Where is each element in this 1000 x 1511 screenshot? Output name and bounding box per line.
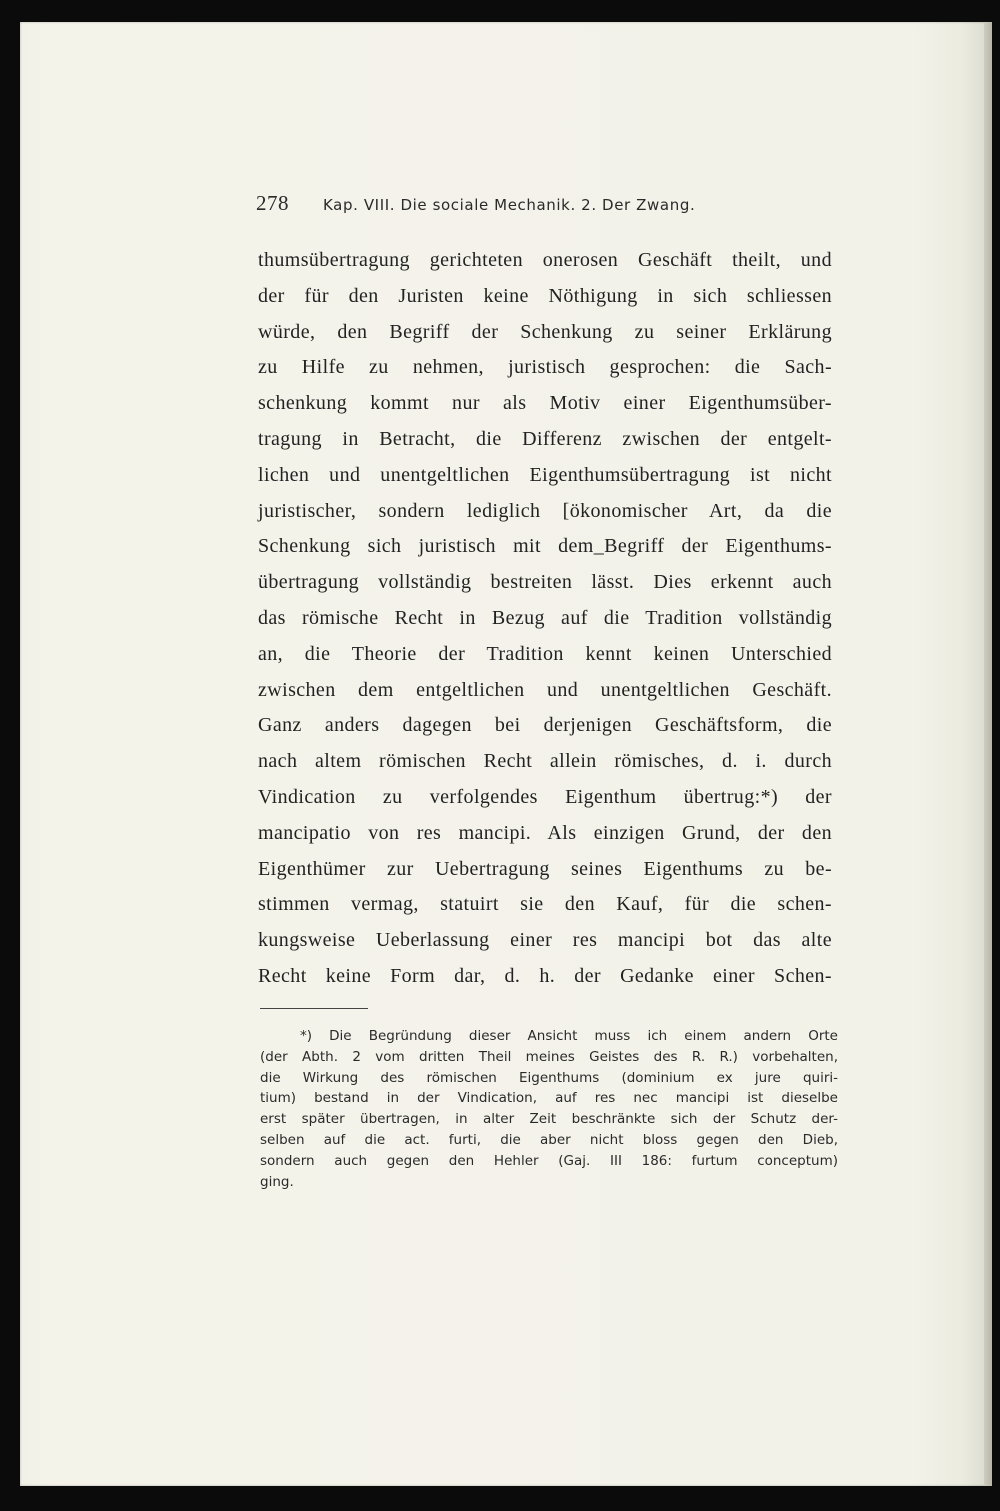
body-line: Eigenthümer zur Uebertragung seines Eigenthums zu be- (258, 857, 832, 880)
footnote-line: selben auf die act. furti, die aber nicht bloss gegen den Dieb, (260, 1131, 838, 1148)
body-line: nach altem römischen Recht allein römisches, d. i. durch (258, 750, 832, 773)
page-header (256, 191, 776, 216)
body-line: Vindication zu verfolgendes Eigenthum übertrug:*) der (258, 785, 832, 808)
body-line: mancipatio von res mancipi. Als einzigen Grund, der den (258, 821, 832, 844)
body-line: übertragung vollständig bestreiten lässt. Dies erkennt auch (258, 571, 832, 594)
body-line: an, die Theorie der Tradition kennt keinen Unterschied (258, 642, 832, 665)
book-page (20, 22, 992, 1486)
footnote-line: (der Abth. 2 vom dritten Theil meines Geistes des R. R.) vorbehalten, (260, 1048, 838, 1065)
body-line: lichen und unentgeltlichen Eigenthumsübertragung ist nicht (258, 463, 832, 486)
page-edge-shadow (984, 22, 992, 1486)
footnote-line: tium) bestand in der Vindication, auf res nec mancipi ist dieselbe (260, 1090, 838, 1107)
footnote-line: die Wirkung des römischen Eigenthums (dominium ex jure quiri- (260, 1069, 838, 1086)
body-line: der für den Juristen keine Nöthigung in sich schliessen (258, 284, 832, 307)
body-line: tragung in Betracht, die Differenz zwischen der entgelt- (258, 427, 832, 450)
footnote (260, 1026, 838, 1192)
footnote-separator (260, 1008, 368, 1009)
footnote-line: sondern auch gegen den Hehler (Gaj. III 186: furtum conceptum) (260, 1152, 838, 1169)
body-line: juristischer, sondern lediglich [ökonomischer Art, da die (258, 499, 832, 522)
body-line: würde, den Begriff der Schenkung zu seiner Erklärung (258, 320, 832, 343)
footnote-line: *) Die Begründung dieser Ansicht muss ich einem andern Orte (300, 1028, 838, 1044)
body-line: Schenkung sich juristisch mit dem_Begriff der Eigenthums- (258, 535, 832, 558)
body-line: thumsübertragung gerichteten onerosen Geschäft theilt, und (258, 249, 832, 271)
body-line: schenkung kommt nur als Motiv einer Eigenthumsüber- (258, 392, 832, 415)
body-line: Ganz anders dagegen bei derjenigen Geschäftsform, die (258, 714, 832, 737)
body-line: zu Hilfe zu nehmen, juristisch gesprochen: die Sach- (258, 356, 832, 379)
body-line: Recht keine Form dar, d. h. der Gedanke einer Schen- (258, 964, 832, 987)
body-line: kungsweise Ueberlassung einer res mancipi bot das alte (258, 929, 832, 952)
body-text (258, 243, 832, 995)
footnote-line: ging. (260, 1173, 294, 1190)
body-line: stimmen vermag, statuirt sie den Kauf, für die schen- (258, 893, 832, 916)
body-line: zwischen dem entgeltlichen und unentgeltlichen Geschäft. (258, 678, 832, 701)
running-head: Kap. VIII. Die sociale Mechanik. 2. Der Zwang. (323, 196, 696, 214)
page-number: 278 (256, 191, 289, 215)
footnote-line: erst später übertragen, in alter Zeit beschränkte sich der Schutz der- (260, 1111, 838, 1128)
body-line: das römische Recht in Bezug auf die Tradition vollständig (258, 606, 832, 629)
